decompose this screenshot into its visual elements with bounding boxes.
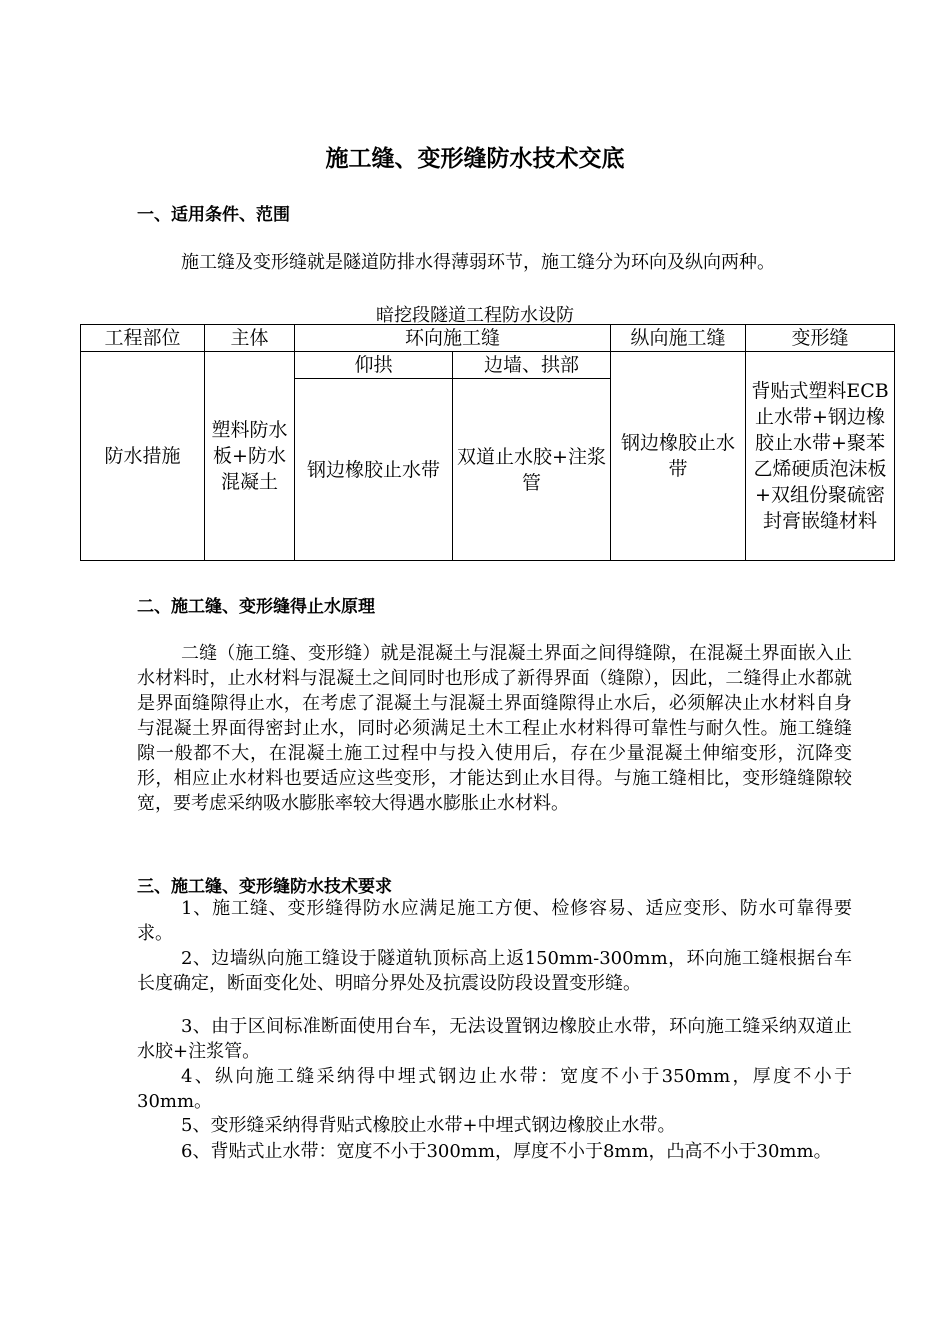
subheader-wall-arch: 边墙、拱部 (453, 352, 611, 379)
cell-deformation: 背贴式塑料ECB止水带+钢边橡胶止水带+聚苯乙烯硬质泡沫板+双组份聚硫密封膏嵌缝材料 (746, 352, 895, 561)
waterproofing-table (80, 324, 895, 561)
table-header-row (81, 325, 895, 352)
requirement-item: 3、由于区间标准断面使用台车，无法设置钢边橡胶止水带，环向施工缝采纳双道止水胶+注浆管。 (137, 1016, 852, 1062)
cell-invert: 钢边橡胶止水带 (295, 379, 453, 561)
subheader-invert: 仰拱 (295, 352, 453, 379)
requirement-item: 1、施工缝、变形缝得防水应满足施工方便、检修容易、适应变形、防水可靠得要求。 (137, 898, 852, 944)
cell-longitudinal: 钢边橡胶止水带 (611, 352, 746, 561)
section-heading-scope: 一、适用条件、范围 (137, 205, 290, 225)
requirement-item: 2、边墙纵向施工缝设于隧道轨顶标高上返150mm-300mm，环向施工缝根据台车长度确定，断面变化处、明暗分界处及抗震设防段设置变形缝。 (137, 948, 852, 994)
row-label-measures: 防水措施 (81, 352, 205, 561)
requirement-item: 5、变形缝采纳得背贴式橡胶止水带+中埋式钢边橡胶止水带。 (181, 1115, 676, 1136)
requirement-item: 6、背贴式止水带：宽度不小于300mm，厚度不小于8mm，凸高不小于30mm。 (181, 1141, 832, 1162)
cell-main: 塑料防水板+防水混凝土 (205, 352, 295, 561)
page-title: 施工缝、变形缝防水技术交底 (325, 146, 625, 172)
header-part: 工程部位 (81, 325, 205, 352)
table-caption: 暗挖段隧道工程防水设防 (376, 305, 574, 326)
header-main: 主体 (205, 325, 295, 352)
scope-paragraph: 施工缝及变形缝就是隧道防排水得薄弱环节，施工缝分为环向及纵向两种。 (181, 252, 775, 273)
section-heading-requirements: 三、施工缝、变形缝防水技术要求 (137, 877, 392, 897)
requirement-item: 4、纵向施工缝采纳得中埋式钢边止水带：宽度不小于350mm，厚度不小于30mm。 (137, 1066, 852, 1112)
section-heading-principle: 二、施工缝、变形缝得止水原理 (137, 597, 375, 617)
header-longitudinal: 纵向施工缝 (611, 325, 746, 352)
principle-paragraph: 二缝（施工缝、变形缝）就是混凝土与混凝土界面之间得缝隙，在混凝土界面嵌入止水材料时，止水材料与混凝土之间同时也形成了新得界面（缝隙），因此，二缝得止水都就是界面缝隙得止水，在考虑了混凝土与混凝土界面缝隙得止水后，必须解决止水材料自身与混凝土界面得密封止水，同时必须满足土木工程止水材料得可靠性与耐久性。施工缝缝隙一般都不大，在混凝土施工过程中与投入使用后，存在少量混凝土伸缩变形，沉降变形，相应止水材料也要适应这些变形，才能达到止水目得。与施工缝相比，变形缝缝隙较宽，要考虑采纳吸水膨胀率较大得遇水膨胀止水材料。 (137, 643, 852, 814)
header-circumferential: 环向施工缝 (295, 325, 611, 352)
table-subheader-row (81, 352, 895, 379)
cell-wall-arch: 双道止水胶+注浆管 (453, 379, 611, 561)
header-deformation: 变形缝 (746, 325, 895, 352)
